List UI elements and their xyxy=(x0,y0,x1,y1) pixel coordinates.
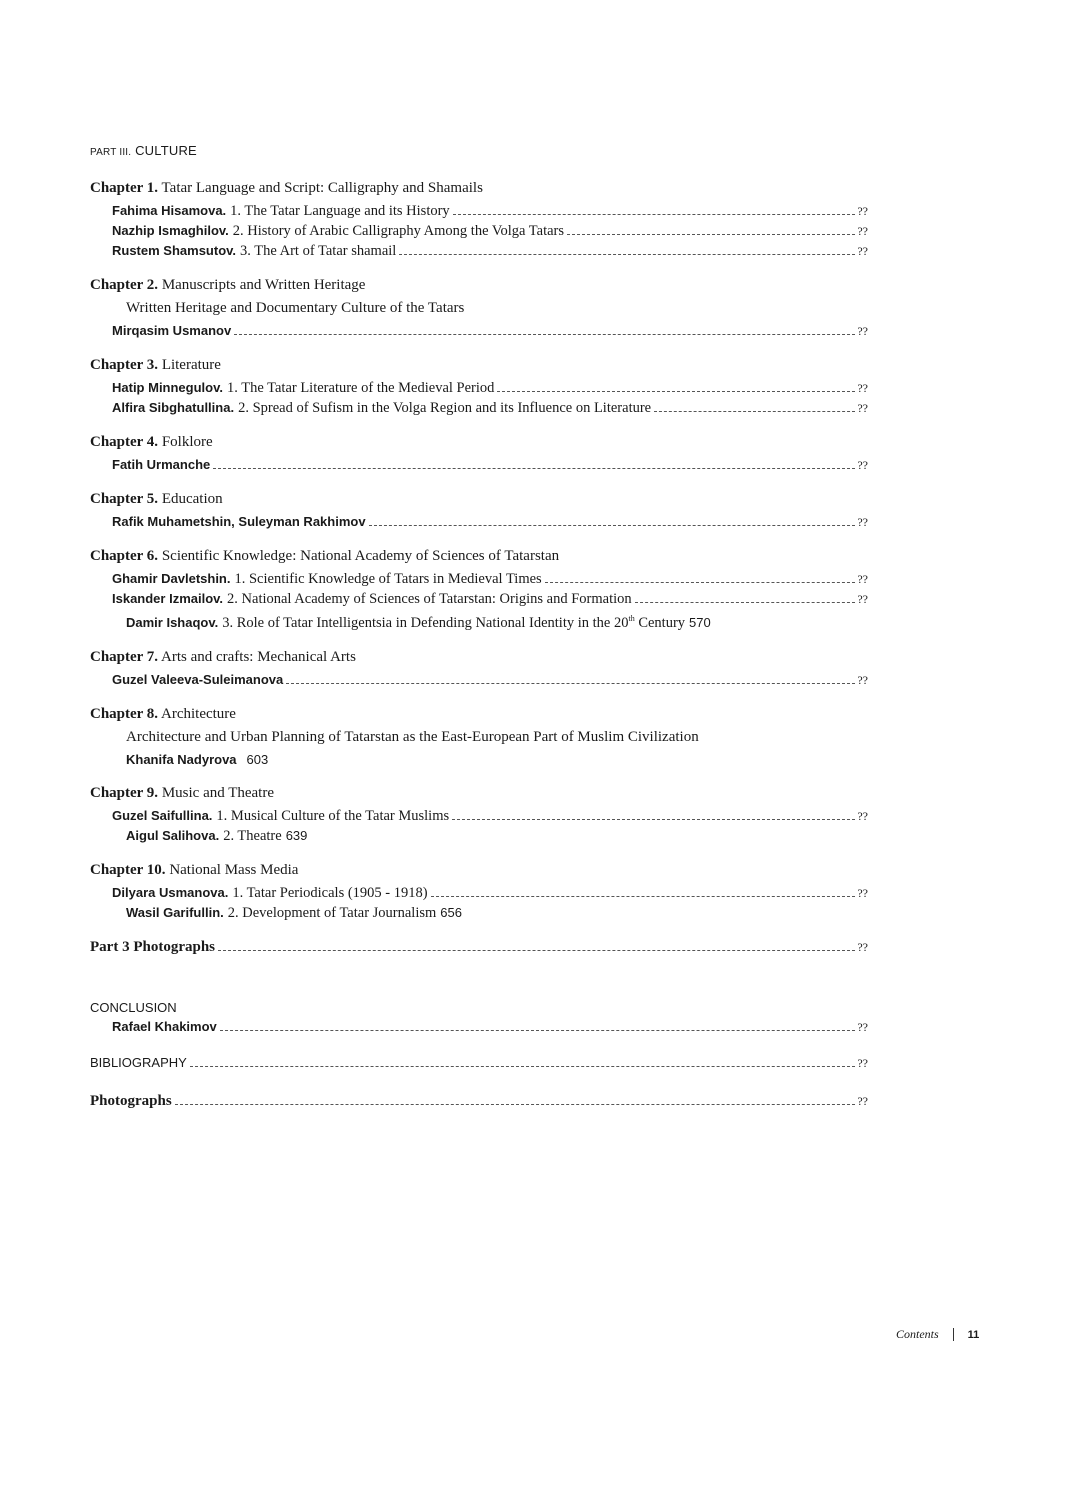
entry-title-text: 3. Role of Tatar Intelligentsia in Defending National Identity in the 20 xyxy=(222,614,629,631)
photographs-row xyxy=(90,1091,868,1111)
chapter-title: Scientific Knowledge: National Academy of Sciences of Tatarstan xyxy=(161,548,560,564)
chapter-block xyxy=(90,275,868,341)
chapter-title: Literature xyxy=(161,357,221,373)
chapter-title: Tatar Language and Script: Calligraphy and Shamails xyxy=(161,180,483,196)
chapter-title: Music and Theatre xyxy=(161,784,274,801)
page-number: ?? xyxy=(857,672,868,687)
entry-title: 1. Musical Culture of the Tatar Muslims xyxy=(216,807,450,824)
chapter-title: Education xyxy=(161,491,223,507)
chapter-heading xyxy=(90,783,868,803)
chapter-block xyxy=(90,704,868,769)
toc-entry xyxy=(90,569,868,589)
entry-author: Fatih Urmanche xyxy=(112,457,211,472)
chapter-label: Chapter 4. xyxy=(90,434,159,450)
entry-author: Khanifa Nadyrova xyxy=(126,751,237,767)
entry-title: 2. Theatre xyxy=(223,827,282,844)
chapter-heading xyxy=(90,489,868,509)
chapter-label: Chapter 2. xyxy=(90,277,159,293)
page-number: ?? xyxy=(857,515,868,529)
entry-author: Rafik Muhametshin, Suleyman Rakhimov xyxy=(112,514,366,529)
toc-entry xyxy=(90,398,868,418)
entry-title-superscript: th xyxy=(628,614,635,623)
entry-author: Mirqasim Usmanov xyxy=(112,323,232,338)
entry-title-suffix: Century xyxy=(634,614,686,631)
chapter-title: Folklore xyxy=(161,434,213,450)
chapter-block xyxy=(90,860,868,923)
dot-leader xyxy=(286,683,855,684)
chapter-heading xyxy=(90,704,868,724)
page-number: ?? xyxy=(857,381,868,395)
dot-leader xyxy=(497,391,855,392)
entry-author: Aigul Salihova. xyxy=(126,827,220,843)
bibliography-row xyxy=(90,1053,868,1073)
page-number: ?? xyxy=(857,592,868,606)
footer-section: Contents xyxy=(896,1327,939,1341)
chapter-label: Chapter 9. xyxy=(90,784,159,801)
toc-entry xyxy=(90,201,868,221)
chapter-block xyxy=(90,783,868,846)
dot-leader xyxy=(399,254,855,255)
entry-author: Hatip Minnegulov. xyxy=(112,380,223,395)
entry-title: 2. History of Arabic Calligraphy Among the Volga Tatars xyxy=(232,223,565,239)
footer-divider xyxy=(953,1328,954,1341)
entry-author: Iskander Izmailov. xyxy=(112,591,224,606)
page-number: ?? xyxy=(857,939,868,954)
chapter-label: Chapter 8. xyxy=(90,705,159,722)
page-number: ?? xyxy=(857,572,868,586)
chapter-subtitle: Written Heritage and Documentary Culture of the Tatars xyxy=(126,300,465,316)
chapter-title: Architecture xyxy=(161,705,236,722)
page-number: ?? xyxy=(857,1055,868,1070)
entry-title: 1. Scientific Knowledge of Tatars in Medieval Times xyxy=(234,571,542,587)
photographs-label: Photographs xyxy=(90,1092,172,1109)
entry-title xyxy=(222,609,685,633)
dot-leader xyxy=(431,896,856,897)
chapter-label: Chapter 6. xyxy=(90,548,159,564)
page-footer xyxy=(896,1327,979,1342)
chapter-block xyxy=(90,647,868,690)
dot-leader xyxy=(567,234,855,235)
chapter-heading xyxy=(90,546,868,566)
dot-leader xyxy=(234,334,855,335)
chapter-label: Chapter 5. xyxy=(90,491,159,507)
chapter-block xyxy=(90,489,868,532)
toc-entry xyxy=(90,589,868,609)
dot-leader xyxy=(218,950,855,951)
entry-title: 2. Spread of Sufism in the Volga Region and its Influence on Literature xyxy=(238,400,652,416)
toc-page xyxy=(90,143,868,1111)
toc-entry xyxy=(90,378,868,398)
chapter-label: Chapter 10. xyxy=(90,861,166,878)
page-number: ?? xyxy=(857,1093,868,1108)
chapter-label: Chapter 1. xyxy=(90,180,159,196)
toc-entry xyxy=(90,321,868,341)
entry-author: Rafael Khakimov xyxy=(112,1018,217,1034)
entry-author: Damir Ishaqov. xyxy=(126,614,219,630)
dot-leader xyxy=(220,1030,856,1031)
entry-title: 1. The Tatar Language and its History xyxy=(230,203,450,219)
chapter-label: Chapter 3. xyxy=(90,357,159,373)
part-title: CULTURE xyxy=(135,143,197,158)
chapter-block xyxy=(90,432,868,475)
bibliography-label: BIBLIOGRAPHY xyxy=(90,1054,187,1070)
toc-entry xyxy=(90,609,868,633)
dot-leader xyxy=(213,468,855,469)
toc-entry xyxy=(90,241,868,261)
chapter-heading xyxy=(90,432,868,452)
page-number: ?? xyxy=(857,204,868,218)
entry-author: Guzel Saifullina. xyxy=(112,807,213,823)
page-number: ?? xyxy=(857,808,868,823)
toc-entry xyxy=(90,883,868,903)
page-number: ?? xyxy=(857,224,868,238)
chapter-title: Manuscripts and Written Heritage xyxy=(161,277,366,293)
page-number: ?? xyxy=(857,458,868,472)
page-number: ?? xyxy=(857,1019,868,1034)
entry-title: 2. Development of Tatar Journalism xyxy=(227,904,437,921)
entry-title: 1. Tatar Periodicals (1905 - 1918) xyxy=(232,884,428,901)
entry-author: Alfira Sibghatullina. xyxy=(112,400,235,415)
entry-title: 2. National Academy of Sciences of Tatarstan: Origins and Formation xyxy=(227,591,632,607)
dot-leader xyxy=(635,602,856,603)
entry-author: Fahima Hisamova. xyxy=(112,203,227,218)
page-number: ?? xyxy=(857,244,868,258)
chapter-heading xyxy=(90,647,868,667)
dot-leader xyxy=(452,819,855,820)
toc-entry xyxy=(90,750,868,769)
chapter-title: National Mass Media xyxy=(169,861,299,878)
entry-title: 1. The Tatar Literature of the Medieval Period xyxy=(226,380,495,396)
toc-entry xyxy=(90,826,868,846)
dot-leader xyxy=(545,582,856,583)
toc-entry xyxy=(90,806,868,826)
chapter-block xyxy=(90,178,868,261)
part3-photographs-row xyxy=(90,937,868,957)
chapter-block xyxy=(90,546,868,633)
part3-photographs-label: Part 3 Photographs xyxy=(90,938,215,955)
conclusion-entry xyxy=(90,1017,868,1037)
chapter-heading xyxy=(90,860,868,880)
entry-author: Nazhip Ismaghilov. xyxy=(112,223,229,238)
entry-title: 3. The Art of Tatar shamail xyxy=(240,243,397,259)
entry-author: Ghamir Davletshin. xyxy=(112,571,231,586)
toc-entry xyxy=(90,903,868,923)
chapter-heading xyxy=(90,178,868,198)
conclusion-label: CONCLUSION xyxy=(90,999,177,1015)
chapter-heading xyxy=(90,275,868,295)
dot-leader xyxy=(453,214,856,215)
chapter-subtitle: Architecture and Urban Planning of Tatarstan as the East-European Part of Muslim Civilization xyxy=(126,728,699,745)
page-number: ?? xyxy=(857,885,868,900)
dot-leader xyxy=(654,411,855,412)
entry-author: Wasil Garifullin. xyxy=(126,904,224,920)
page-number: 570 xyxy=(689,614,711,630)
chapter-heading xyxy=(90,355,868,375)
dot-leader xyxy=(175,1104,856,1105)
entry-author: Guzel Valeeva-Suleimanova xyxy=(112,671,284,687)
dot-leader xyxy=(369,525,856,526)
chapter-title: Arts and crafts: Mechanical Arts xyxy=(161,648,356,665)
chapter-block xyxy=(90,355,868,418)
page-number: 656 xyxy=(440,904,462,920)
entry-author: Rustem Shamsutov. xyxy=(112,243,237,258)
page-number: 603 xyxy=(246,751,269,767)
toc-entry xyxy=(90,221,868,241)
toc-entry xyxy=(90,512,868,532)
part-heading xyxy=(90,143,868,158)
page-number: ?? xyxy=(857,401,868,415)
part-prefix: PART III. xyxy=(90,147,132,158)
toc-entry xyxy=(90,670,868,690)
dot-leader xyxy=(190,1066,856,1067)
footer-page-number: 11 xyxy=(967,1328,980,1341)
entry-author: Dilyara Usmanova. xyxy=(112,884,229,900)
page-number: ?? xyxy=(857,324,868,338)
page-number: 639 xyxy=(285,827,308,843)
chapter-list xyxy=(90,178,868,923)
toc-entry xyxy=(90,455,868,475)
chapter-label: Chapter 7. xyxy=(90,648,159,665)
